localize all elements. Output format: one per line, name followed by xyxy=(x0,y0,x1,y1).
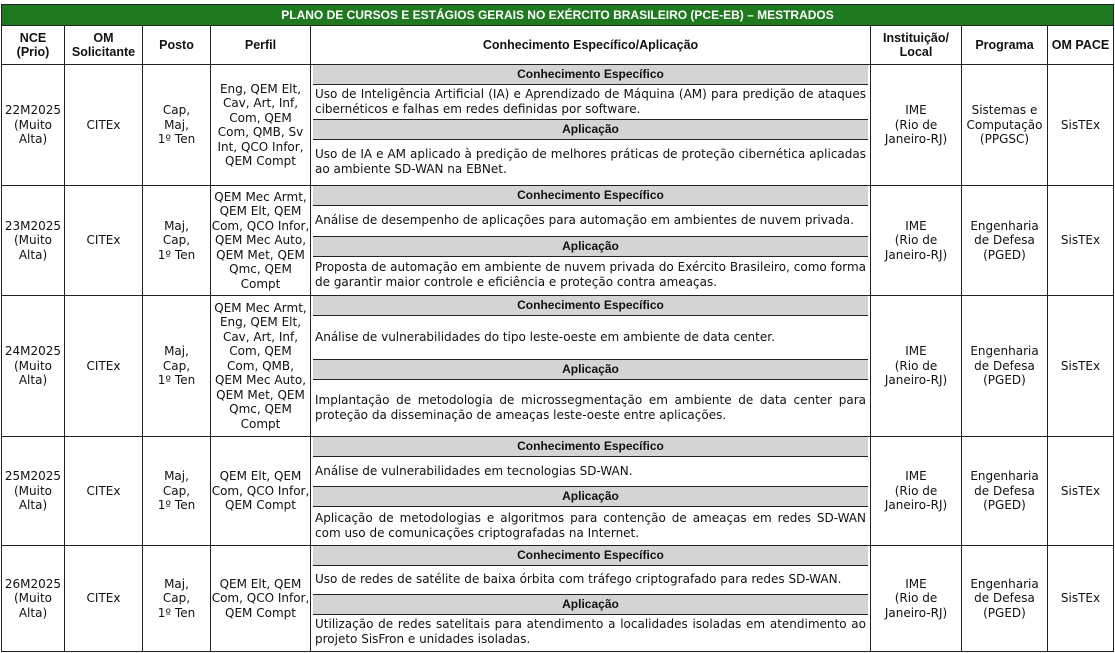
cell-om-text: CITEx xyxy=(86,233,121,248)
aplicacao-text: Implantação de metodologia de microssegmentação em ambiente de data center para proteção da disseminação de ameaças leste-oeste entre aplicações. xyxy=(315,392,866,422)
cell-perfil xyxy=(211,65,311,186)
section-label-conhecimento: Conhecimento Específico xyxy=(313,186,868,206)
cell-perfil xyxy=(211,186,311,296)
cell-instituicao xyxy=(871,546,962,652)
cell-om-pace-text: SisTEx xyxy=(1060,117,1101,132)
cell-posto-text: Maj, Cap, 1º Ten xyxy=(157,469,196,513)
cell-om xyxy=(65,546,143,652)
header-perfil: Perfil xyxy=(211,26,311,65)
cell-instituicao xyxy=(871,437,962,546)
cell-om-pace xyxy=(1048,546,1114,652)
cell-instituicao xyxy=(871,296,962,437)
cell-perfil xyxy=(211,296,311,437)
cell-nce xyxy=(2,296,65,437)
cell-om xyxy=(65,186,143,296)
cell-conhecimento-aplicacao xyxy=(311,546,871,652)
cell-programa xyxy=(962,186,1048,296)
cell-om-pace-text: SisTEx xyxy=(1060,591,1101,606)
cell-om-pace xyxy=(1048,65,1114,186)
cell-programa xyxy=(962,437,1048,546)
header-row xyxy=(2,26,1114,65)
aplicacao-text: Uso de IA e AM aplicado à predição de melhores práticas de proteção cibernética aplicadas ao ambiente SD-WAN na EBNet. xyxy=(315,147,866,177)
cell-instituicao-text: IME (Rio de Janeiro-RJ) xyxy=(884,576,948,620)
cell-programa xyxy=(962,546,1048,652)
aplicacao-text: Utilização de redes satelitais para atendimento a localidades isoladas em atendimento ao projeto SisFron e unidades isoladas. xyxy=(315,617,866,647)
table-row xyxy=(2,437,1114,546)
table-body xyxy=(2,65,1114,652)
cell-posto xyxy=(143,437,211,546)
cell-programa-text: Sistemas e Computação (PPGSC) xyxy=(966,103,1043,147)
cell-posto-text: Maj, Cap, 1º Ten xyxy=(157,576,196,620)
cell-nce xyxy=(2,65,65,186)
cell-programa-text: Engenharia de Defesa (PGED) xyxy=(970,344,1039,388)
cell-conhecimento-aplicacao xyxy=(311,186,871,296)
courses-table xyxy=(1,4,1114,652)
cell-posto xyxy=(143,65,211,186)
cell-perfil-text: Eng, QEM Elt, Cav, Art, Inf, Com, QEM Com, QMB, Sv Int, QCO Infor, QEM Compt xyxy=(217,81,304,168)
cell-om-text: CITEx xyxy=(86,358,121,373)
aplicacao-text: Aplicação de metodologias e algoritmos para contenção de ameaças em redes SD-WAN com uso de comunicações criptografadas na Internet. xyxy=(315,510,866,540)
cell-nce-text: 26M2025 (Muito Alta) xyxy=(4,576,62,620)
section-label-conhecimento: Conhecimento Específico xyxy=(313,437,868,457)
header-conhecimento: Conhecimento Específico/Aplicação xyxy=(311,26,871,65)
table-row xyxy=(2,65,1114,186)
cell-conhecimento-aplicacao xyxy=(311,437,871,546)
cell-posto-text: Maj, Cap, 1º Ten xyxy=(157,344,196,388)
cell-instituicao-text: IME (Rio de Janeiro-RJ) xyxy=(884,103,948,147)
cell-om-text: CITEx xyxy=(86,117,121,132)
section-label-conhecimento: Conhecimento Específico xyxy=(313,65,868,85)
header-nce: NCE (Prio) xyxy=(2,26,65,65)
cell-nce xyxy=(2,437,65,546)
cell-programa-text: Engenharia de Defesa (PGED) xyxy=(970,576,1039,620)
cell-om-pace xyxy=(1048,437,1114,546)
section-label-aplicacao: Aplicação xyxy=(313,119,868,140)
header-instituicao: Instituição/ Local xyxy=(871,26,962,65)
cell-om-pace xyxy=(1048,186,1114,296)
cell-nce-text: 22M2025 (Muito Alta) xyxy=(4,103,62,147)
cell-om xyxy=(65,65,143,186)
table-row xyxy=(2,296,1114,437)
cell-posto xyxy=(143,186,211,296)
cell-perfil-text: QEM Mec Armt, QEM Elt, QEM Com, QCO Infor, QEM Mec Auto, QEM Met, QEM Qmc, QEM Compt xyxy=(211,189,310,291)
table-title: PLANO DE CURSOS E ESTÁGIOS GERAIS NO EXÉRCITO BRASILEIRO (PCE-EB) – MESTRADOS xyxy=(2,5,1114,26)
conhecimento-text: Análise de vulnerabilidades do tipo leste-oeste em ambiente de data center. xyxy=(315,330,775,345)
cell-perfil-text: QEM Mec Armt, Eng, QEM Elt, Cav, Art, Inf, Com, QEM Com, QMB, QEM Mec Auto, QEM Met, QEM Qmc, QEM Compt xyxy=(214,300,307,431)
cell-instituicao xyxy=(871,186,962,296)
cell-om-pace-text: SisTEx xyxy=(1060,483,1101,498)
document-page xyxy=(1,4,1113,652)
cell-om-text: CITEx xyxy=(86,591,121,606)
header-om: OM Solicitante xyxy=(65,26,143,65)
cell-posto xyxy=(143,546,211,652)
cell-perfil xyxy=(211,546,311,652)
cell-posto-text: Maj, Cap, 1º Ten xyxy=(157,218,196,262)
cell-conhecimento-aplicacao xyxy=(311,296,871,437)
cell-om xyxy=(65,437,143,546)
section-label-aplicacao: Aplicação xyxy=(313,359,868,380)
cell-om-pace-text: SisTEx xyxy=(1060,358,1101,373)
section-label-aplicacao: Aplicação xyxy=(313,486,868,507)
conhecimento-text: Análise de desempenho de aplicações para automação em ambientes de nuvem privada. xyxy=(315,213,854,228)
header-posto: Posto xyxy=(143,26,211,65)
aplicacao-text: Proposta de automação em ambiente de nuvem privada do Exército Brasileiro, como forma de garantir maior controle e eficiência e proteção contra ameaças. xyxy=(315,260,866,290)
cell-om-pace xyxy=(1048,296,1114,437)
cell-nce-text: 24M2025 (Muito Alta) xyxy=(4,344,62,388)
header-programa: Programa xyxy=(962,26,1048,65)
table-row xyxy=(2,546,1114,652)
cell-om xyxy=(65,296,143,437)
section-label-conhecimento: Conhecimento Específico xyxy=(313,296,868,316)
cell-perfil xyxy=(211,437,311,546)
cell-perfil-text: QEM Elt, QEM Com, QCO Infor, QEM Compt xyxy=(211,469,310,513)
conhecimento-text: Análise de vulnerabilidades em tecnologias SD-WAN. xyxy=(315,464,633,479)
conhecimento-text: Uso de Inteligência Artificial (IA) e Aprendizado de Máquina (AM) para predição de ataques cibernéticos e falhas em redes definidas por software. xyxy=(315,87,866,117)
cell-instituicao-text: IME (Rio de Janeiro-RJ) xyxy=(884,344,948,388)
cell-nce xyxy=(2,546,65,652)
cell-posto-text: Cap, Maj, 1º Ten xyxy=(157,103,196,147)
cell-instituicao xyxy=(871,65,962,186)
conhecimento-text: Uso de redes de satélite de baixa órbita com tráfego criptografado para redes SD-WAN. xyxy=(315,572,842,587)
section-label-conhecimento: Conhecimento Específico xyxy=(313,546,868,566)
cell-programa xyxy=(962,65,1048,186)
cell-nce-text: 23M2025 (Muito Alta) xyxy=(4,218,62,262)
cell-conhecimento-aplicacao xyxy=(311,65,871,186)
section-label-aplicacao: Aplicação xyxy=(313,236,868,257)
cell-posto xyxy=(143,296,211,437)
cell-instituicao-text: IME (Rio de Janeiro-RJ) xyxy=(884,469,948,513)
cell-om-pace-text: SisTEx xyxy=(1060,233,1101,248)
cell-perfil-text: QEM Elt, QEM Com, QCO Infor, QEM Compt xyxy=(211,576,310,620)
cell-programa xyxy=(962,296,1048,437)
cell-nce-text: 25M2025 (Muito Alta) xyxy=(4,469,62,513)
table-row xyxy=(2,186,1114,296)
section-label-aplicacao: Aplicação xyxy=(313,594,868,615)
cell-instituicao-text: IME (Rio de Janeiro-RJ) xyxy=(884,218,948,262)
cell-programa-text: Engenharia de Defesa (PGED) xyxy=(970,469,1039,513)
cell-programa-text: Engenharia de Defesa (PGED) xyxy=(970,218,1039,262)
header-om-pace: OM PACE xyxy=(1048,26,1114,65)
cell-nce xyxy=(2,186,65,296)
cell-om-text: CITEx xyxy=(86,483,121,498)
